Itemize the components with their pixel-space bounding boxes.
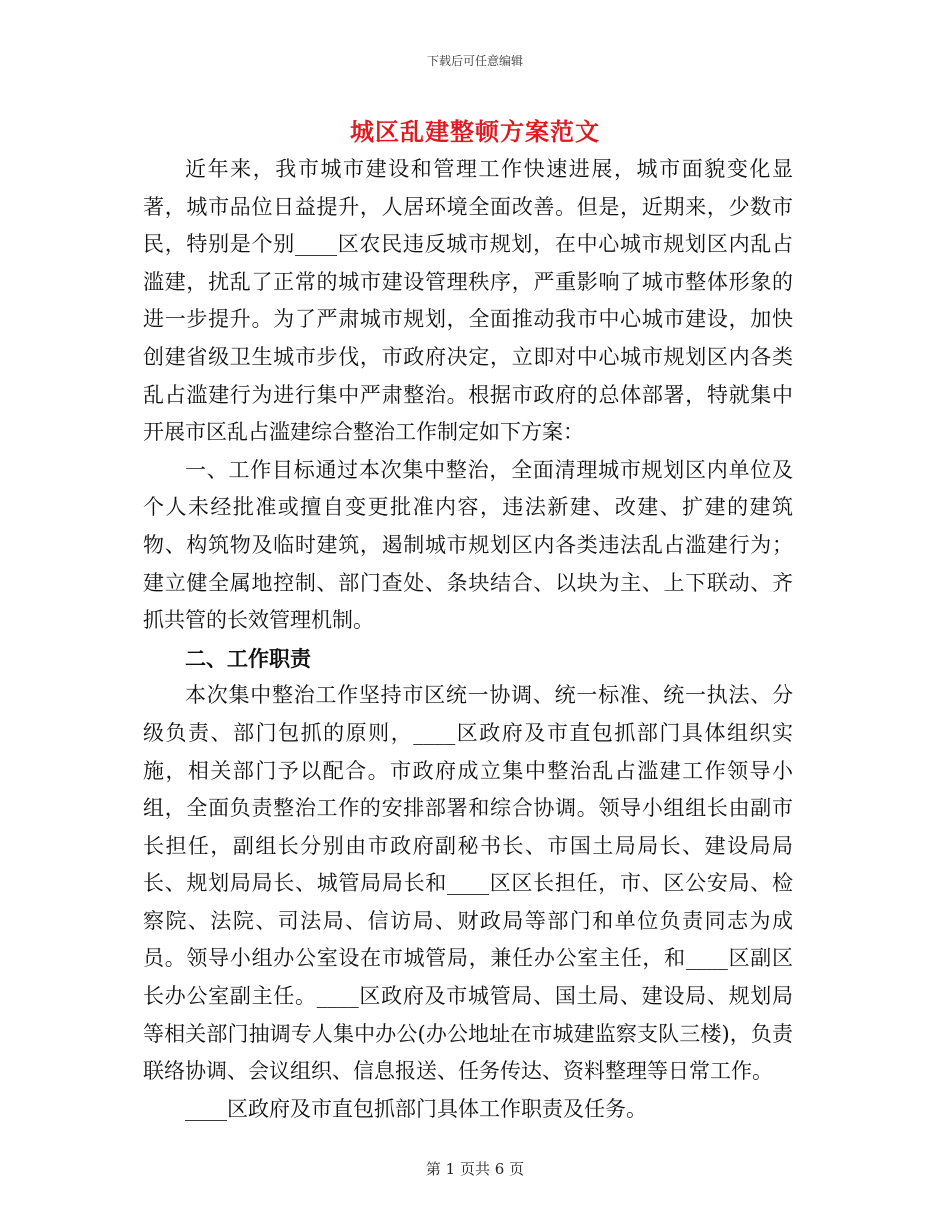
document-title: 城区乱建整顿方案范文: [350, 117, 600, 146]
paragraph-intro: 近年来，我市城市建设和管理工作快速进展，城市面貌变化显著，城市品位日益提升，人居环境全面改善。但是，近期来，少数市民，特别是个别____区农民违反城市规划，在中心城市规划区内乱占滥建，扰乱了正常的城市建设管理秩序，严重影响了城市整体形象的进一步提升。为了严肃城市规划，全面推动我市中心城市建设，加快创建省级卫生城市步伐，市政府决定，立即对中心城市规划区内各类乱占滥建行为进行集中严肃整治。根据市政府的总体部署，特就集中开展市区乱占滥建综合整治工作制定如下方案：: [143, 157, 793, 445]
paragraph-work-goals: 一、工作目标通过本次集中整治，全面清理城市规划区内单位及个人未经批准或擅自变更批准内容，违法新建、改建、扩建的建筑物、构筑物及临时建筑，遏制城市规划区内各类违法乱占滥建行为；建立健全属地控制、部门查处、条块结合、以块为主、上下联动、齐抓共管的长效管理机制。: [143, 457, 793, 633]
paragraph-responsibilities: 本次集中整治工作坚持市区统一协调、统一标准、统一执法、分级负责、部门包抓的原则，____区政府及市直包抓部门具体组织实施，相关部门予以配合。市政府成立集中整治乱占滥建工作领导小组，全面负责整治工作的安排部署和综合协调。领导小组组长由副市长担任，副组长分别由市政府副秘书长、市国土局局长、建设局局长、规划局局长、城管局局长和____区区长担任，市、区公安局、检察院、法院、司法局、信访局、财政局等部门和单位负责同志为成员。领导小组办公室设在市城管局，兼任办公室主任，和____区副区长办公室副主任。____区政府及市城管局、国土局、建设局、规划局等相关部门抽调专人集中办公(办公地址在市城建监察支队三楼)，负责联络协调、会议组织、信息报送、任务传达、资料整理等日常工作。: [143, 683, 793, 1084]
header-note: 下载后可任意编辑: [426, 54, 523, 68]
section-heading-responsibilities: 二、工作职责: [185, 645, 311, 671]
page-footer: 第 1 页共 6 页: [425, 1160, 525, 1178]
paragraph-district-duties: ____区政府及市直包抓部门具体工作职责及任务。: [185, 1096, 647, 1121]
document-body: [143, 151, 793, 1128]
